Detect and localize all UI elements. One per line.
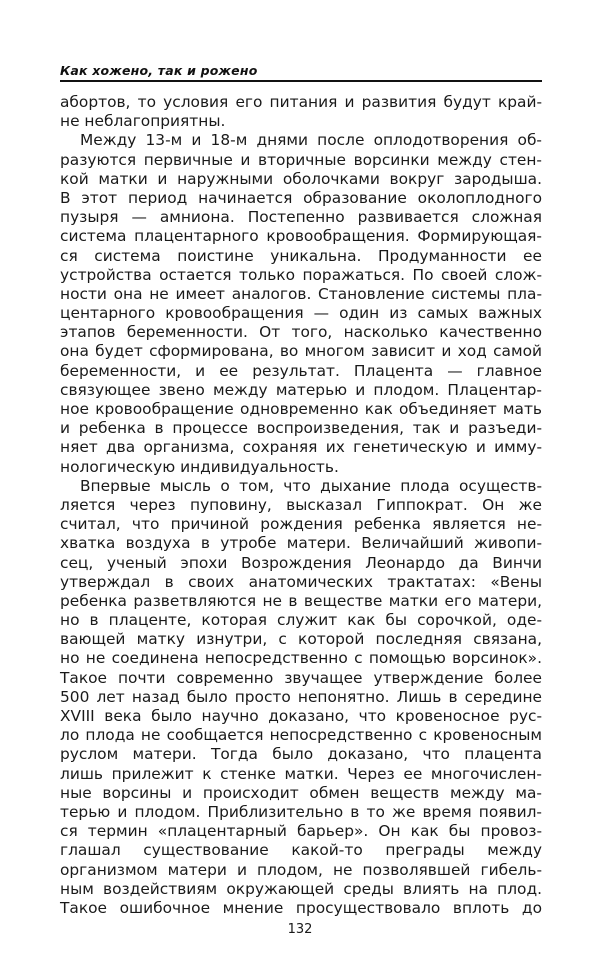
text-line: глашал существование какой-то преграды между (60, 841, 542, 860)
page-number: 132 (287, 922, 313, 937)
text-line: Такое ошибочное мнение просуществовало вплоть до (60, 898, 542, 917)
text-line: абортов, то условия его питания и развития будут край- (60, 93, 542, 111)
text-line: сец, ученый эпохи Возрождения Леонардо да Винчи (60, 553, 542, 572)
text-line: ляется через пуповину, высказал Гиппократ. Он же (60, 495, 542, 514)
text-line: ло плода не сообщается непосредственно с кровеносным (60, 726, 542, 745)
text-line: разуются первичные и вторичные ворсинки между стен- (60, 150, 542, 169)
text-line: ным воздействиям окружающей среды влиять на плод. (60, 879, 542, 898)
text-line: но не соединена непосредственно с помощью ворсинок». (60, 649, 542, 668)
text-line: она будет сформирована, во многом зависит и ход самой (60, 342, 542, 361)
text-line: и ребенка в процессе воспроизведения, так и разъеди- (60, 419, 542, 438)
text-line: нологическую индивидуальность. (60, 457, 339, 476)
text-line: руслом матери. Тогда было доказано, что плацента (60, 745, 542, 764)
text-line: терью и плодом. Приблизительно в то же время появил- (60, 802, 542, 821)
text-line: связующее звено между матерью и плодом. Плацентар- (60, 380, 542, 399)
text-line: организмом матери и плодом, не позволявшей гибель- (60, 860, 542, 879)
text-line: этапов беременности. От того, насколько качественно (60, 323, 542, 342)
text-line: система плацентарного кровообращения. Формирующая- (60, 227, 542, 246)
text-line: ся система поистине уникальна. Продуманности ее (60, 246, 542, 265)
text-line: Между 13-м и 18-м днями после оплодотворения об- (80, 131, 542, 150)
text-line: ребенка разветвляются не в веществе матки его матери, (60, 591, 542, 610)
text-line: не неблагоприятны. (60, 112, 226, 131)
text-line: ные ворсины и происходит обмен веществ между ма- (60, 783, 542, 802)
running-header: Как хожено, так и рожено (60, 63, 258, 78)
text-line: кой матки и наружными оболочками вокруг зародыша. (60, 169, 542, 188)
text-line: лишь прилежит к стенке матки. Через ее многочислен- (60, 764, 542, 783)
text-line: вающей матку изнутри, с которой последняя связана, (60, 630, 542, 649)
text-line: ное кровообращение одновременно как объединяет мать (60, 400, 542, 418)
text-line: Такое почти современно звучащее утверждение более (60, 668, 542, 687)
text-line: центарного кровообращения — один из самых важных (60, 304, 542, 323)
text-line: пузыря — амниона. Постепенно развивается сложная (60, 208, 542, 227)
header-rule (60, 80, 542, 82)
text-line: утверждал в своих анатомических трактатах: «Вены (60, 572, 542, 591)
text-line: няет два организма, сохраняя их генетическую и имму- (60, 438, 542, 457)
text-line: но в плаценте, которая служит как бы сорочкой, оде- (60, 611, 542, 630)
body-text (60, 93, 542, 918)
text-line: хватка воздуха в утробе матери. Величайший живопи- (60, 534, 542, 553)
text-line: устройства остается только поражаться. По своей слож- (60, 265, 542, 284)
text-line: Впервые мысль о том, что дыхание плода осуществ- (80, 476, 542, 495)
text-line: ся термин «плацентарный барьер». Он как бы провоз- (60, 822, 542, 841)
text-line: ности она не имеет аналогов. Становление системы пла- (60, 284, 542, 303)
text-line: В этот период начинается образование околоплодного (60, 188, 542, 207)
text-line: считал, что причиной рождения ребенка является не- (60, 515, 542, 534)
text-line: XVIII века было научно доказано, что кровеносное рус- (60, 707, 542, 725)
text-line: 500 лет назад было просто непонятно. Лишь в середине (60, 687, 542, 706)
text-line: беременности, и ее результат. Плацента — главное (60, 361, 542, 380)
